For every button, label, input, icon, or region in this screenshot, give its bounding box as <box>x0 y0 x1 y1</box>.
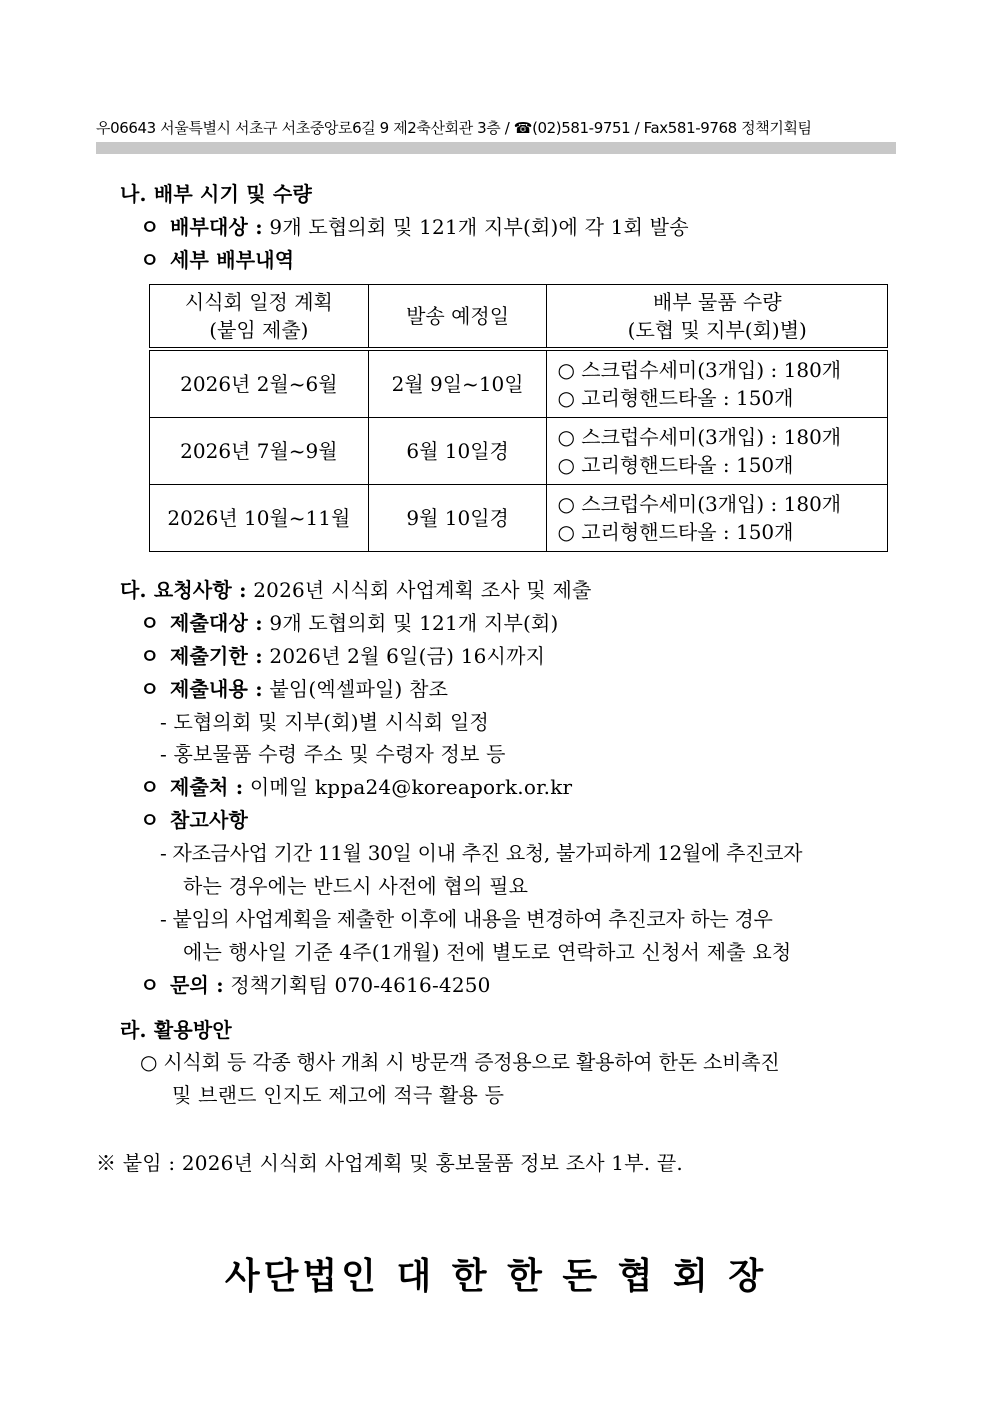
bullet-icon: ㅇ <box>140 248 160 272</box>
cell-items: ○ 스크럽수세미(3개입) : 180개 ○ 고리형핸드타올 : 150개 <box>547 418 888 485</box>
submit-content: ㅇ 제출내용 : 붙임(엑셀파일) 참조 <box>140 677 449 701</box>
reference-note-1: - 자조금사업 기간 11월 30일 이내 추진 요청, 불가피하게 12월에 추진코자 <box>160 841 803 865</box>
col-header-schedule: 시식회 일정 계획 (붙임 제출) <box>150 285 369 350</box>
section-da-title: 다. 요청사항 : 2026년 시식회 사업계획 조사 및 제출 <box>120 578 592 602</box>
header-divider <box>96 142 896 154</box>
distribution-table <box>149 284 888 552</box>
reference-label: ㅇ 참고사항 <box>140 808 249 832</box>
bullet-icon: ㅇ <box>140 611 160 635</box>
col-header-ship-date: 발송 예정일 <box>368 285 547 350</box>
section-ra-title: 라. 활용방안 <box>120 1018 232 1042</box>
usage-plan-line-1: ○ 시식회 등 각종 행사 개최 시 방문객 증정용으로 활용하여 한돈 소비촉진 <box>140 1050 780 1074</box>
distribution-target: ㅇ 배부대상 : 9개 도협의회 및 121개 지부(회)에 각 1회 발송 <box>140 215 689 239</box>
cell-ship-date: 6월 10일경 <box>368 418 547 485</box>
cell-items: ○ 스크럽수세미(3개입) : 180개 ○ 고리형핸드타올 : 150개 <box>547 485 888 552</box>
contact: ㅇ 문의 : 정책기획팀 070-4616-4250 <box>140 973 491 997</box>
submit-target: ㅇ 제출대상 : 9개 도협의회 및 121개 지부(회) <box>140 611 559 635</box>
content-sub-item: - 홍보물품 수령 주소 및 수령자 정보 등 <box>160 742 506 766</box>
cell-period: 2026년 2월~6월 <box>150 349 369 418</box>
usage-plan-line-2: 및 브랜드 인지도 제고에 적극 활용 등 <box>172 1083 505 1107</box>
table-row <box>150 349 888 418</box>
distribution-detail-label: ㅇ 세부 배부내역 <box>140 248 295 272</box>
col-header-items: 배부 물품 수량 (도협 및 지부(회)별) <box>547 285 888 350</box>
letterhead-address: 우06643 서울특별시 서초구 서초중앙로6길 9 제2축산회관 3층 / ☎(02)581-9751 / Fax581-9768 정책기획팀 <box>96 119 812 137</box>
section-na-title: 나. 배부 시기 및 수량 <box>120 182 312 206</box>
cell-period: 2026년 10월~11월 <box>150 485 369 552</box>
bullet-icon: ㅇ <box>140 677 160 701</box>
table-row <box>150 485 888 552</box>
cell-ship-date: 9월 10일경 <box>368 485 547 552</box>
bullet-icon: ㅇ <box>140 808 160 832</box>
cell-ship-date: 2월 9일~10일 <box>368 349 547 418</box>
attachment-note: ※ 붙임 : 2026년 시식회 사업계획 및 홍보물품 정보 조사 1부. 끝. <box>96 1151 683 1175</box>
reference-note-2: - 붙임의 사업계획을 제출한 이후에 내용을 변경하여 추진코자 하는 경우 <box>160 907 773 931</box>
table-row <box>150 418 888 485</box>
table-header-row <box>150 285 888 350</box>
bullet-icon: ㅇ <box>140 215 160 239</box>
signature-title: 사단법인 대 한 한 돈 협 회 장 <box>224 1256 768 1297</box>
reference-note-1-cont: 하는 경우에는 반드시 사전에 협의 필요 <box>183 874 529 898</box>
submit-deadline: ㅇ 제출기한 : 2026년 2월 6일(금) 16시까지 <box>140 644 546 668</box>
cell-items: ○ 스크럽수세미(3개입) : 180개 ○ 고리형핸드타올 : 150개 <box>547 349 888 418</box>
reference-note-2-cont: 에는 행사일 기준 4주(1개월) 전에 별도로 연락하고 신청서 제출 요청 <box>183 940 792 964</box>
bullet-icon: ㅇ <box>140 775 160 799</box>
bullet-icon: ㅇ <box>140 644 160 668</box>
bullet-icon: ㅇ <box>140 973 160 997</box>
submit-email: ㅇ 제출처 : 이메일 kppa24@koreapork.or.kr <box>140 775 573 799</box>
cell-period: 2026년 7월~9월 <box>150 418 369 485</box>
content-sub-item: - 도협의회 및 지부(회)별 시식회 일정 <box>160 710 490 734</box>
